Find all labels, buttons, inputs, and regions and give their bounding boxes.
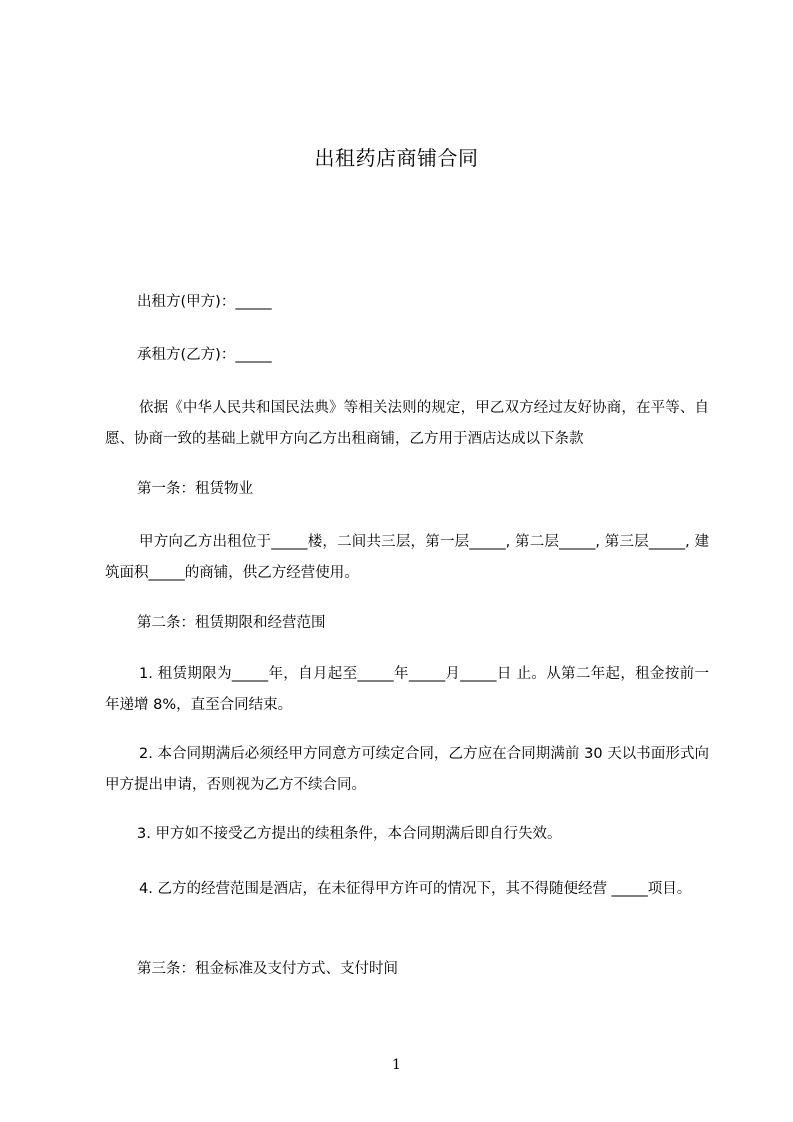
- article2-item3: 3. 甲方如不接受乙方提出的续租条件，本合同期满后即自行失效。: [137, 826, 562, 842]
- lessor-line: 出租方(甲方)：_____: [137, 294, 272, 310]
- lessee-line: 承租方(乙方)：_____: [137, 347, 272, 363]
- page-number: 1: [392, 1057, 401, 1073]
- article2-item1: 1. 租赁期限为_____年，自月起至_____年_____月_____日 止。从第二年起，租金按前一年递增 8%，直至合同结束。: [105, 666, 709, 713]
- article2-item2: 2. 本合同期满后必须经甲方同意方可续定合同，乙方应在合同期满前 30 天以书面形式向甲方提出申请，否则视为乙方不续合同。: [105, 746, 709, 793]
- article2-item4: 4. 乙方的经营范围是酒店，在未征得甲方许可的情况下，其不得随便经营 _____项目。: [139, 881, 692, 897]
- article2-heading: 第二条：租赁期限和经营范围: [137, 615, 326, 631]
- article1-body: 甲方向乙方出租位于_____楼，二间共三层，第一层_____, 第二层_____, 第三层_____, 建筑面积_____的商铺，供乙方经营使用。: [105, 534, 709, 581]
- intro-paragraph: 依据《中华人民共和国民法典》等相关法则的规定，甲乙双方经过友好协商，在平等、自愿、协商一致的基础上就甲方向乙方出租商铺，乙方用于酒店达成以下条款: [105, 400, 709, 447]
- article1-heading: 第一条：租赁物业: [137, 481, 253, 497]
- article3-heading: 第三条：租金标准及支付方式、支付时间: [137, 961, 398, 977]
- document-title: 出租药店商铺合同: [314, 146, 479, 170]
